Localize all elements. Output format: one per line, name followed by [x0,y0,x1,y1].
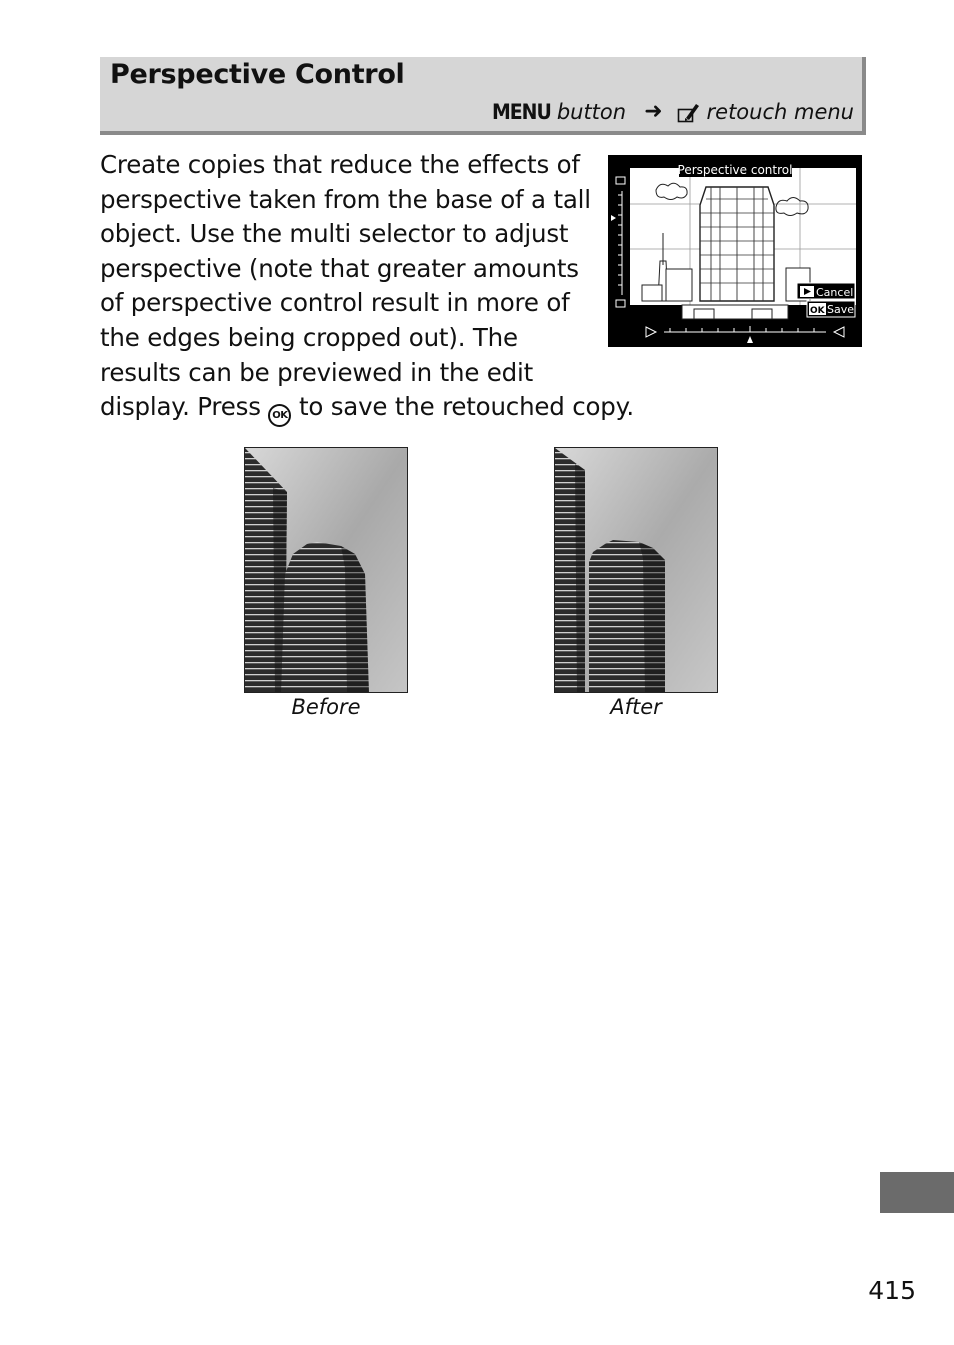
page-title: Perspective Control [110,59,405,90]
text-save: to save the retouched copy. [291,392,635,422]
ok-button-icon: OK [268,404,291,427]
section-thumb-tab [880,1172,954,1213]
arrow-right-icon: ➜ [644,99,663,124]
retouch-menu-label: retouch menu [706,99,854,124]
cancel-label: Cancel [816,286,854,299]
menu-button-label: MENU [491,99,551,124]
retouch-menu-icon [677,101,701,123]
description-paragraph [100,148,660,427]
button-word: button [556,99,627,124]
text-line: perspective taken from the base of a tall [100,184,591,214]
camera-screen-illustration [608,155,862,347]
before-photo [244,447,408,693]
after-caption: After [610,695,662,719]
menu-path [492,99,854,124]
save-label: Save [827,303,855,316]
text-line: the edges being cropped out). The [100,322,518,352]
text-line: of perspective control result in more of [100,288,570,318]
text-line-last [100,390,660,427]
screen-title: Perspective control [677,163,793,177]
page-number: 415 [868,1276,916,1305]
text-line: perspective (note that greater amounts [100,253,579,283]
text-press: display. Press [100,392,269,422]
text-line: results can be previewed in the edit [100,357,534,387]
text-line: object. Use the multi selector to adjust [100,219,569,249]
section-header [100,57,866,135]
ok-key-label: OK [810,306,825,316]
before-caption: Before [291,695,361,719]
text-line: Create copies that reduce the effects of [100,150,580,179]
after-photo [554,447,718,693]
